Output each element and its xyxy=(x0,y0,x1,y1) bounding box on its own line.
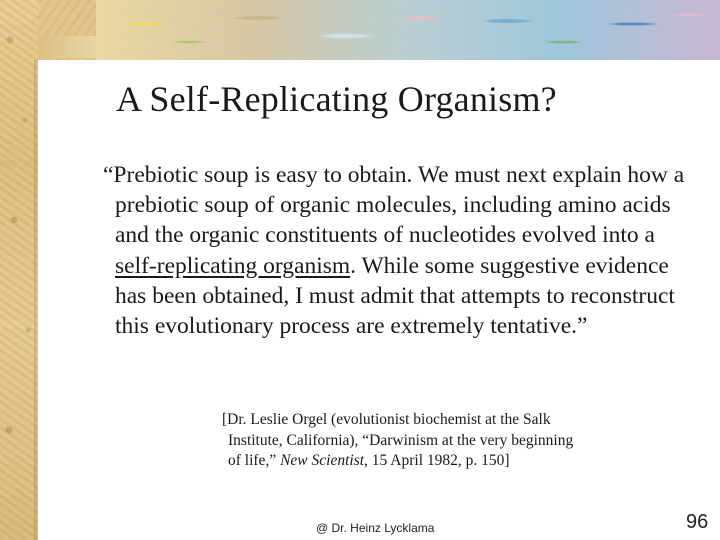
citation-journal: New Scientist xyxy=(280,452,365,469)
slide-title: A Self-Replicating Organism? xyxy=(116,79,557,119)
page-number: 96 xyxy=(686,511,709,533)
parchment-left-border xyxy=(0,0,38,540)
quote-part-1: “Prebiotic soup is easy to obtain. We must next explain how a prebiotic soup of organic molecules, including amino acids and the organic constituents of nucleotides evolved into a xyxy=(103,162,685,249)
citation-line-3-end: , 15 April 1982, p. 150] xyxy=(364,452,510,469)
citation-line-3 xyxy=(222,451,642,472)
footer-credit: @ Dr. Heinz Lycklama xyxy=(316,521,435,535)
floral-banner-image xyxy=(96,0,720,60)
citation-line-1: [Dr. Leslie Orgel (evolutionist biochemist at the Salk xyxy=(222,411,551,428)
quote-text xyxy=(103,160,685,341)
citation-line-2: Institute, California), “Darwinism at the very beginning xyxy=(228,431,574,449)
panel-shadow xyxy=(34,60,38,540)
citation xyxy=(222,410,642,472)
quote-underlined-phrase: self-replicating organism xyxy=(115,252,351,279)
citation-line-3-start: of life,” xyxy=(228,452,281,469)
quote-part-2: . While some suggestive evidence has been obtained, I must admit that attempts to reconstruct this evolutionary process are extremely tentative.” xyxy=(115,252,675,340)
